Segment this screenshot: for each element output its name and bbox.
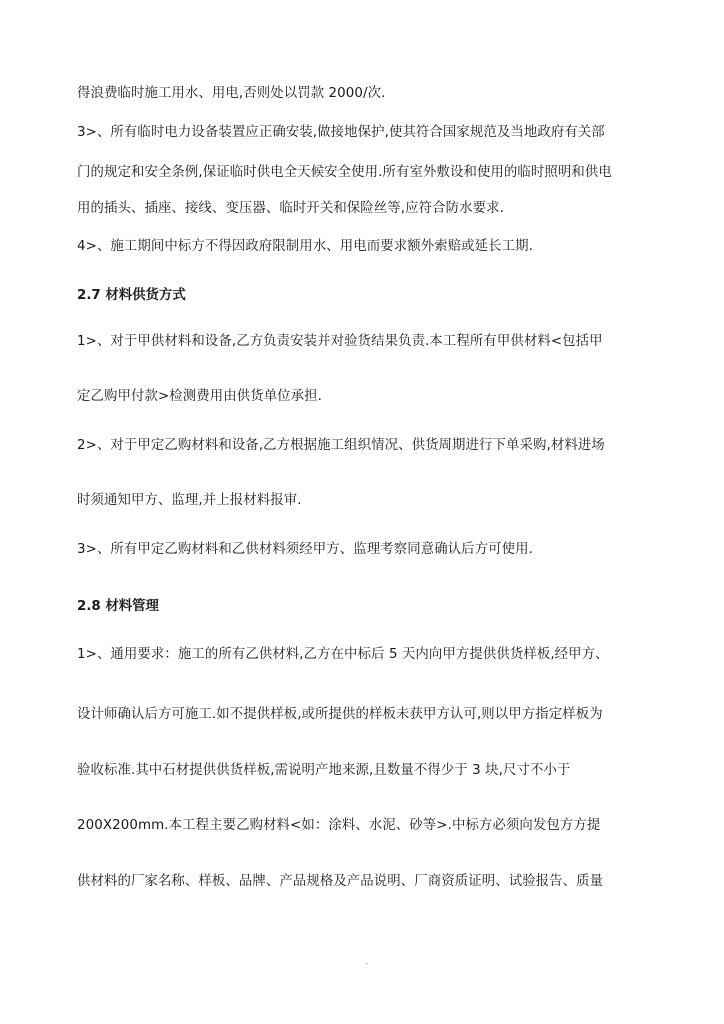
page-footer-mark: . [366,957,369,966]
paragraph-line: 1>、对于甲供材料和设备,乙方负责安装并对验货结果负责.本工程所有甲供材料<包括甲 [77,334,603,349]
paragraph-line: 3>、所有临时电力设备装置应正确安装,做接地保护,使其符合国家规范及当地政府有关部 [77,125,605,140]
paragraph-line: 供材料的厂家名称、样板、品牌、产品规格及产品说明、厂商资质证明、试验报告、质量 [77,874,604,889]
section-heading-2-8: 2.8 材料管理 [77,599,159,614]
paragraph-line: 设计师确认后方可施工.如不提供样板,或所提供的样板未获甲方认可,则以甲方指定样板为 [77,707,603,722]
section-heading-2-7: 2.7 材料供货方式 [77,288,186,303]
paragraph-line: 用的插头、插座、接线、变压器、临时开关和保险丝等,应符合防水要求. [77,201,504,216]
paragraph-line: 门的规定和安全条例,保证临时供电全天候安全使用.所有室外敷设和使用的临时照明和供电 [77,165,612,180]
paragraph-line: 得浪费临时施工用水、用电,否则处以罚款 2000/次. [77,86,386,101]
paragraph-line: 2>、对于甲定乙购材料和设备,乙方根据施工组织情况、供货周期进行下单采购,材料进场 [77,438,605,453]
paragraph-line: 3>、所有甲定乙购材料和乙供材料须经甲方、监理考察同意确认后方可使用. [77,542,533,557]
paragraph-line: 200X200mm.本工程主要乙购材料<如：涂料、水泥、砂等>.中标方必须向发包方方提 [77,818,601,833]
paragraph-line: 时须通知甲方、监理,并上报材料报审. [77,493,302,508]
paragraph-line: 验收标准.其中石材提供供货样板,需说明产地来源,且数量不得少于 3 块,尺寸不小于 [77,763,571,778]
paragraph-line: 4>、施工期间中标方不得因政府限制用水、用电而要求额外索赔或延长工期. [77,239,533,254]
paragraph-line: 定乙购甲付款>检测费用由供货单位承担. [77,389,323,404]
paragraph-line: 1>、通用要求：施工的所有乙供材料,乙方在中标后 5 天内向甲方提供供货样板,经甲方、 [77,647,609,662]
